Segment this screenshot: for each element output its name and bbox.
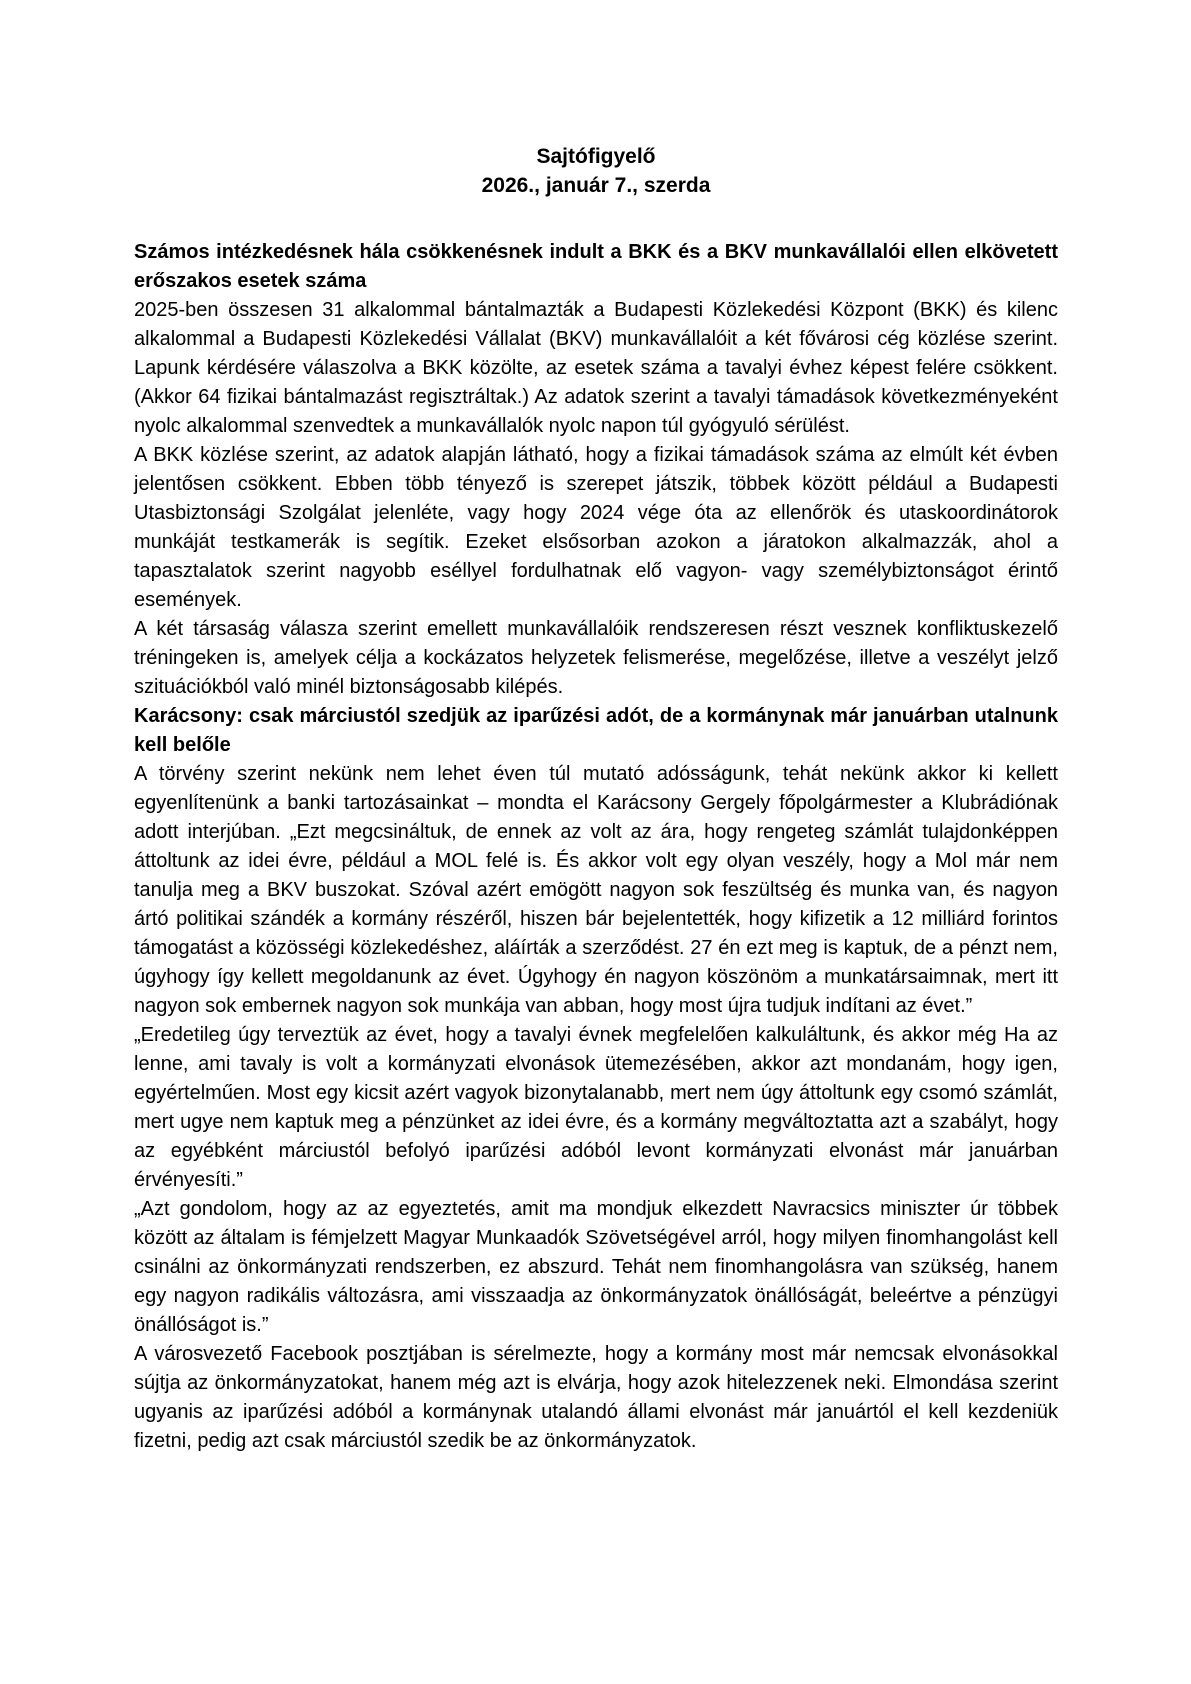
article-paragraph: „Eredetileg úgy terveztük az évet, hogy a tavalyi évnek megfelelően kalkuláltunk, és akkor még Ha az lenne, ami tavaly is volt a kormányzati elvonások ütemezésében, akkor azt mondanám, hogy igen, egyértelműen. Most egy kicsit azért vagyok bizonytalanabb, mert nem úgy áttoltunk egy csomó számlát, mert ugye nem kaptuk meg a pénzünket az idei évre, és a kormány megváltoztatta azt a szabályt, hogy az egyébként márciustól befolyó iparűzési adóból levont kormányzati elvonást már januárban érvényesíti.” <box>134 1024 1058 1191</box>
document-title: Sajtófigyelő <box>536 145 656 168</box>
document-date: 2026., január 7., szerda <box>481 174 711 197</box>
article-paragraph: „Azt gondolom, hogy az az egyeztetés, amit ma mondjuk elkezdett Navracsics miniszter úr többek között az általam is fémjelzett Magyar Munkaadók Szövetségével arról, hogy milyen finomhangolást kell csinálni az önkormányzati rendszerben, ez abszurd. Tehát nem finomhangolásra van szükség, hanem egy nagyon radikális változásra, ami visszaadja az önkormányzatok önállóságát, beleértve a pénzügyi önállóságot is.” <box>134 1198 1058 1336</box>
article-bkk-bkv-assaults <box>134 238 1058 702</box>
article-heading: Számos intézkedésnek hála csökkenésnek indult a BKK és a BKV munkavállalói ellen elkövetett erőszakos esetek száma <box>134 241 1058 292</box>
article-paragraph: A törvény szerint nekünk nem lehet éven túl mutató adósságunk, tehát nekünk akkor ki kellett egyenlítenünk a banki tartozásainkat – mondta el Karácsony Gergely főpolgármester a Klubrádiónak adott interjúban. „Ezt megcsináltuk, de ennek az volt az ára, hogy rengeteg számlát tulajdonképpen áttoltunk az idei évre, például a MOL felé is. És akkor volt egy olyan veszély, hogy a Mol már nem tanulja meg a BKV buszokat. Szóval azért emögött nagyon sok feszültség és munka van, és nagyon ártó politikai szándék a kormány részéről, hiszen bár bejelentették, hogy kifizetik a 12 milliárd forintos támogatást a közösségi közlekedéshez, aláírták a szerződést. 27 én ezt meg is kaptuk, de a pénzt nem, úgyhogy így kellett megoldanunk az évet. Úgyhogy én nagyon köszönöm a munkatársaimnak, mert itt nagyon sok embernek nagyon sok munkája van abban, hogy most újra tudjuk indítani az évet.” <box>134 763 1058 1017</box>
article-karacsony-iparuzesi-ado <box>134 702 1058 1456</box>
article-paragraph: A két társaság válasza szerint emellett munkavállalóik rendszeresen részt vesznek konfliktuskezelő tréningeken is, amelyek célja a kockázatos helyzetek felismerése, megelőzése, illetve a veszélyt jelző szituációkból való minél biztonságosabb kilépés. <box>134 618 1058 698</box>
document-header <box>134 142 1058 200</box>
article-paragraph: A városvezető Facebook posztjában is sérelmezte, hogy a kormány most már nemcsak elvonásokkal sújtja az önkormányzatokat, hanem még azt is elvárja, hogy azok hitelezzenek neki. Elmondása szerint ugyanis az iparűzési adóból a kormánynak utalandó állami elvonást már januártól el kell kezdeniük fizetni, pedig azt csak márciustól szedik be az önkormányzatok. <box>134 1343 1058 1452</box>
article-paragraph: A BKK közlése szerint, az adatok alapján látható, hogy a fizikai támadások száma az elmúlt két évben jelentősen csökkent. Ebben több tényező is szerepet játszik, többek között például a Budapesti Utasbiztonsági Szolgálat jelenléte, vagy hogy 2024 vége óta az ellenőrök és utaskoordinátorok munkáját testkamerák is segítik. Ezeket elsősorban azokon a járatokon alkalmazzák, ahol a tapasztalatok szerint nagyobb eséllyel fordulhatnak elő vagyon- vagy személybiztonságot érintő események. <box>134 444 1058 611</box>
document-body <box>134 238 1058 1456</box>
article-heading: Karácsony: csak márciustól szedjük az iparűzési adót, de a kormánynak már januárban utalnunk kell belőle <box>134 705 1058 756</box>
article-paragraph: 2025-ben összesen 31 alkalommal bántalmazták a Budapesti Közlekedési Központ (BKK) és kilenc alkalommal a Budapesti Közlekedési Vállalat (BKV) munkavállalóit a két fővárosi cég közlése szerint. Lapunk kérdésére válaszolva a BKK közölte, az esetek száma a tavalyi évhez képest felére csökkent. (Akkor 64 fizikai bántalmazást regisztráltak.) Az adatok szerint a tavalyi támadások következményeként nyolc alkalommal szenvedtek a munkavállalók nyolc napon túl gyógyuló sérülést. <box>134 299 1058 437</box>
